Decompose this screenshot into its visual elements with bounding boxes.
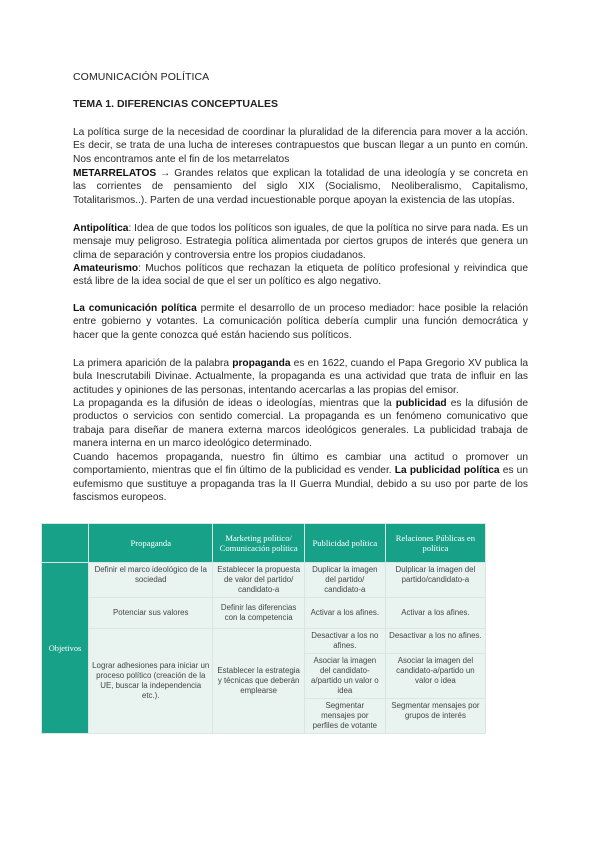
table-cell: Duplicar la imagen del partido/ candidato-a	[304, 563, 385, 598]
table-header-row	[42, 524, 486, 563]
table-cell: Establecer la estrategia y técnicas que deberán emplearse	[213, 629, 304, 734]
paragraph-comunicacion-politica: La comunicación política permite el desarrollo de un proceso mediador: hace posible la relación entre gobierno y votantes. La comunicación política debería cumplir una función democrática y hacer que la gente conozca qué están haciendo sus políticos.	[73, 303, 528, 341]
table-cell: Asociar la imagen del candidato-a/partido un valor o idea	[385, 654, 485, 699]
table-corner	[42, 524, 89, 563]
paragraph-politics: La política surge de la necesidad de coordinar la pluralidad de la diferencia para mover a la acción. Es decir, se trata de una lucha de intereses contrapuestos que buscan llegar a un punto en común. Nos encontramos ante el fin de los metarrelatos	[73, 127, 528, 165]
table-cell: Lograr adhesiones para iniciar un proceso político (creación de la UE, buscar la independencia etc.).	[89, 629, 213, 734]
paragraph-publicidad-politica: Cuando hacemos propaganda, nuestro fin último es cambiar una actitud o promover un comportamiento, mientras que el fin último de la publicidad es vender. La publicidad política es un eufemismo que sustituye a propaganda tras la II Guerra Mundial, debido a su uso por parte de los fascismos europeos.	[73, 452, 528, 504]
paragraph-amateurismo: Amateurismo: Muchos políticos que rechazan la etiqueta de político profesional y reivindica que está libre de la idea social de que el ser un político es algo negativo.	[73, 263, 528, 288]
table-cell: Definir las diferencias con la competencia	[213, 598, 304, 629]
table-cell: Desactivar a los no afines.	[385, 629, 485, 654]
table-cell: Activar a los afines.	[385, 598, 485, 629]
paragraph-propaganda-publicidad: La propaganda es la difusión de ideas o ideologías, mientras que la publicidad es la difusión de productos o servicios con sentido comercial. La propaganda es un fenómeno comunicativo que trabaja para diseñar de manera externa marcos ideológicos generales. La publicidad trabaja de manera interna en un marco ideológico determinado.	[73, 398, 528, 450]
table-cell: Potenciar sus valores	[89, 598, 213, 629]
table-cell: Asociar la imagen del candidato-a/partido un valor o idea	[304, 654, 385, 699]
header-publicidad: Publicidad política	[304, 524, 385, 563]
paragraph-antipolitica: Antipolítica: Idea de que todos los políticos son iguales, de que la política no sirve para nada. Es un mensaje muy peligroso. Estrategia política alimentada por ciertos grupos de interés que genera un clima de separación y controversia entre los propios ciudadanos.	[73, 223, 528, 261]
table-row	[42, 629, 486, 654]
table-cell: Establecer la propuesta de valor del partido/ candidato-a	[213, 563, 304, 598]
table-cell: Segmentar mensajes por grupos de interés	[385, 699, 485, 734]
table-cell: Segmentar mensajes por perfiles de votante	[304, 699, 385, 734]
table-cell: Dulplicar la imagen del partido/candidato-a	[385, 563, 485, 598]
paragraph-metarrelatos: METARRELATOS → Grandes relatos que explican la totalidad de una ideología y se concreta en las corrientes de pensamiento del siglo XIX (Socialismo, Neoliberalismo, Capitalismo, Totalitarismos..). Parten de una verdad incuestionable porque apoyan la existencia de las utopías.	[73, 168, 528, 206]
table-row	[42, 598, 486, 629]
document-title: COMUNICACIÓN POLÍTICA	[73, 71, 210, 83]
header-marketing: Marketing político/ Comunicación política	[213, 524, 304, 563]
table-cell: Definir el marco ideológico de la sociedad	[89, 563, 213, 598]
header-relaciones: Relaciones Públicas en política	[385, 524, 485, 563]
table-cell: Desactivar a los no afines.	[304, 629, 385, 654]
row-label-objetivos: Objetivos	[42, 563, 89, 734]
header-propaganda: Propaganda	[89, 524, 213, 563]
table-row	[42, 563, 486, 598]
paragraph-propaganda-origin: La primera aparición de la palabra propaganda es en 1622, cuando el Papa Gregorio XV publica la bula Inescrutabili Divinae. Actualmente, la propaganda es una actividad que trata de influir en las actitudes y opiniones de las personas, intentando acercarlas a las propias del emisor.	[73, 358, 528, 396]
section-heading: TEMA 1. DIFERENCIAS CONCEPTUALES	[73, 98, 278, 110]
table-cell: Activar a los afines.	[304, 598, 385, 629]
objectives-table	[41, 523, 486, 734]
